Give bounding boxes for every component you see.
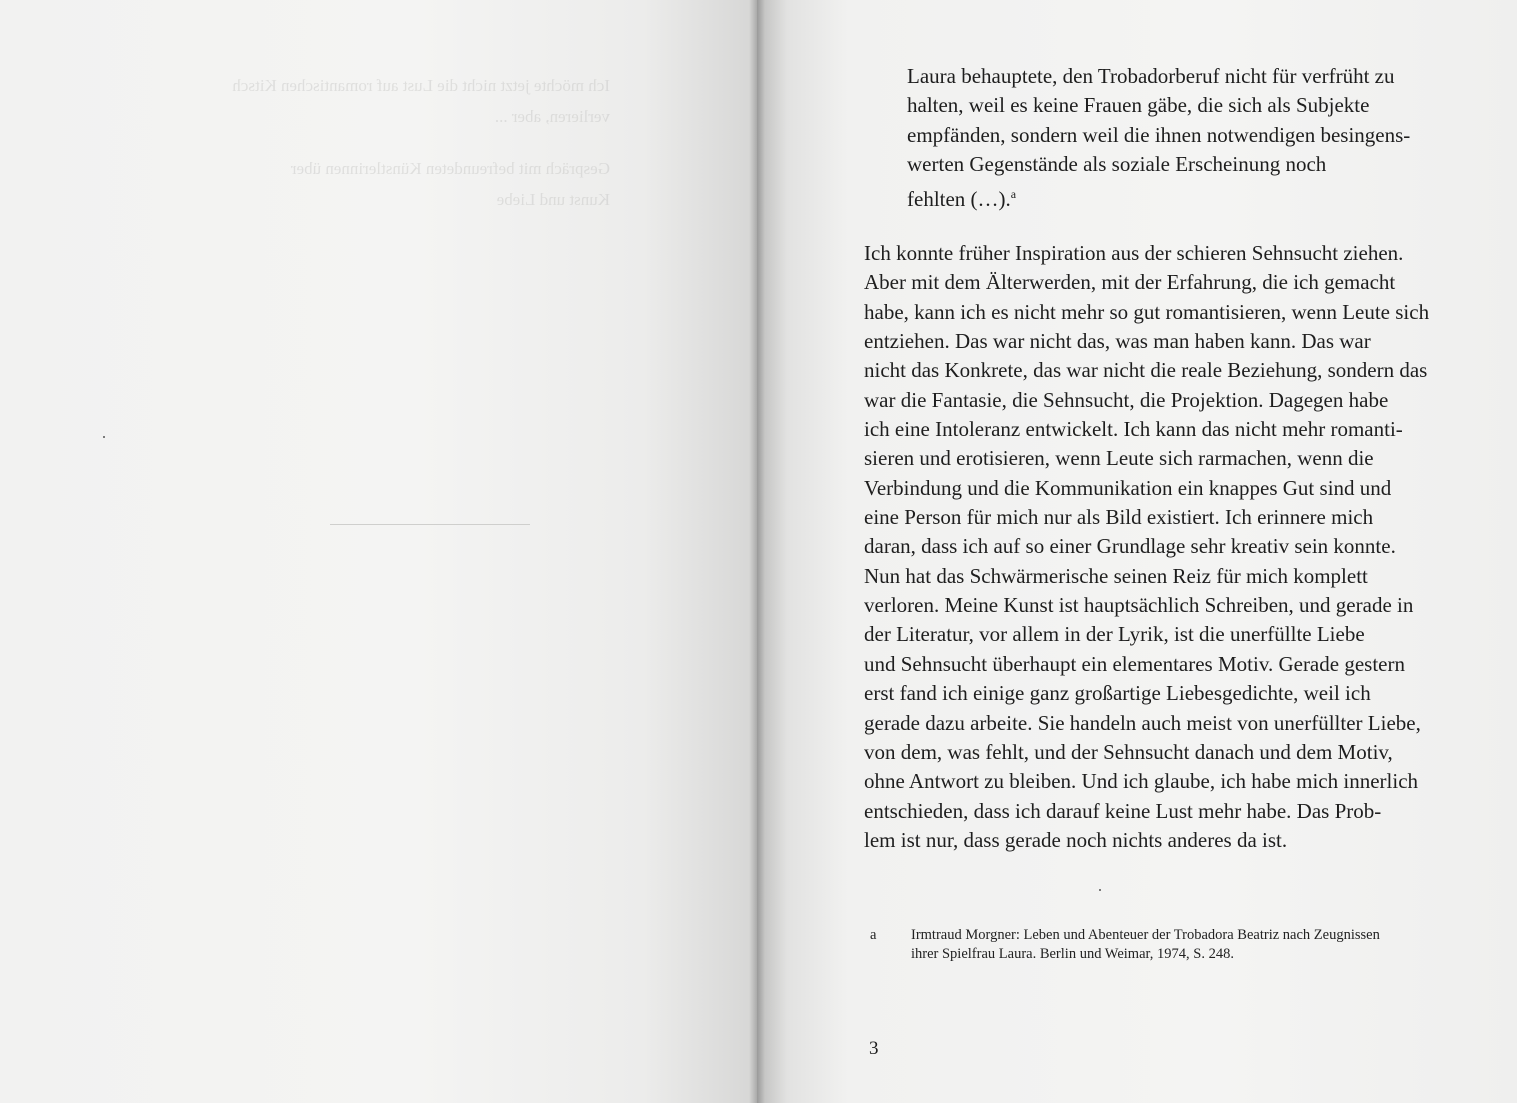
body-line: entziehen. Das war nicht das, was man haben kann. Das war xyxy=(864,329,1371,354)
body-line: lem ist nur, dass gerade noch nichts anderes da ist. xyxy=(864,827,1288,852)
body-line: Ich konnte früher Inspiration aus der schieren Sehnsucht ziehen. xyxy=(864,241,1404,265)
body-line: der Literatur, vor allem in der Lyrik, ist die unerfüllte Liebe xyxy=(864,622,1365,647)
page-number: 3 xyxy=(869,1038,879,1059)
body-line: habe, kann ich es nicht mehr so gut romantisieren, wenn Leute sich xyxy=(864,299,1430,324)
footnote-line: ihrer Spielfrau Laura. Berlin und Weimar, 1974, S. 248. xyxy=(911,946,1234,962)
body-line: und Sehnsucht überhaupt ein elementares Motiv. Gerade gestern xyxy=(864,651,1405,676)
footnote-reference: a xyxy=(1010,186,1017,201)
quote-line: werten Gegenstände als soziale Erscheinung noch xyxy=(907,152,1327,177)
body-line: ich eine Intoleranz entwickelt. Ich kann das nicht mehr romanti- xyxy=(864,417,1403,442)
quote-line: fehlten (…). xyxy=(907,186,1011,211)
paper-speck xyxy=(1099,889,1101,891)
show-through-text: Gespräch mit befreundeten Künstlerinnen über Kunst und Liebe xyxy=(290,159,610,209)
body-line: Aber mit dem Älterwerden, mit der Erfahrung, die ich gemacht xyxy=(864,270,1396,295)
footnote-marker: a xyxy=(870,927,877,943)
block-quote xyxy=(907,62,1467,214)
body-line: ohne Antwort zu bleiben. Und ich glaube, ich habe mich innerlich xyxy=(864,769,1419,794)
body-paragraph xyxy=(864,239,1476,855)
quote-line-last xyxy=(907,180,1467,214)
body-line: Verbindung und die Kommunikation ein knappes Gut sind und xyxy=(864,475,1392,500)
body-line: eine Person für mich nur als Bild existiert. Ich erinnere mich xyxy=(864,505,1374,530)
body-line: war die Fantasie, die Sehnsucht, die Projektion. Dagegen habe xyxy=(864,387,1389,412)
footnote-text xyxy=(911,926,1471,964)
show-through-rule xyxy=(330,524,530,525)
quote-line: halten, weil es keine Frauen gäbe, die sich als Subjekte xyxy=(907,93,1370,118)
body-line: sieren und erotisieren, wenn Leute sich rarmachen, wenn die xyxy=(864,446,1374,471)
footnote-line: Irmtraud Morgner: Leben und Abenteuer der Trobadora Beatriz nach Zeugnissen xyxy=(911,927,1380,943)
body-line: von dem, was fehlt, und der Sehnsucht danach und dem Motiv, xyxy=(864,739,1393,764)
body-line: gerade dazu arbeite. Sie handeln auch meist von unerfüllter Liebe, xyxy=(864,710,1421,735)
quote-line: Laura behauptete, den Trobadorberuf nicht für verfrüht zu xyxy=(907,64,1395,88)
body-line: erst fand ich einige ganz großartige Liebesgedichte, weil ich xyxy=(864,681,1371,706)
quote-line: empfänden, sondern weil die ihnen notwendigen besingens- xyxy=(907,122,1411,147)
show-through-text: Ich möchte jetzt nicht die Lust auf romantischen Kitsch verlieren, aber ... xyxy=(232,76,610,126)
body-line: Nun hat das Schwärmerische seinen Reiz für mich komplett xyxy=(864,563,1368,588)
body-line: verloren. Meine Kunst ist hauptsächlich Schreiben, und gerade in xyxy=(864,593,1414,618)
body-line: nicht das Konkrete, das war nicht die reale Beziehung, sondern das xyxy=(864,358,1428,383)
body-line: daran, dass ich auf so einer Grundlage sehr kreativ sein konnte. xyxy=(864,534,1396,559)
left-page-blank xyxy=(0,0,757,1103)
paper-speck xyxy=(103,436,105,438)
book-gutter xyxy=(749,0,765,1103)
body-line: entschieden, dass ich darauf keine Lust mehr habe. Das Prob- xyxy=(864,798,1382,823)
